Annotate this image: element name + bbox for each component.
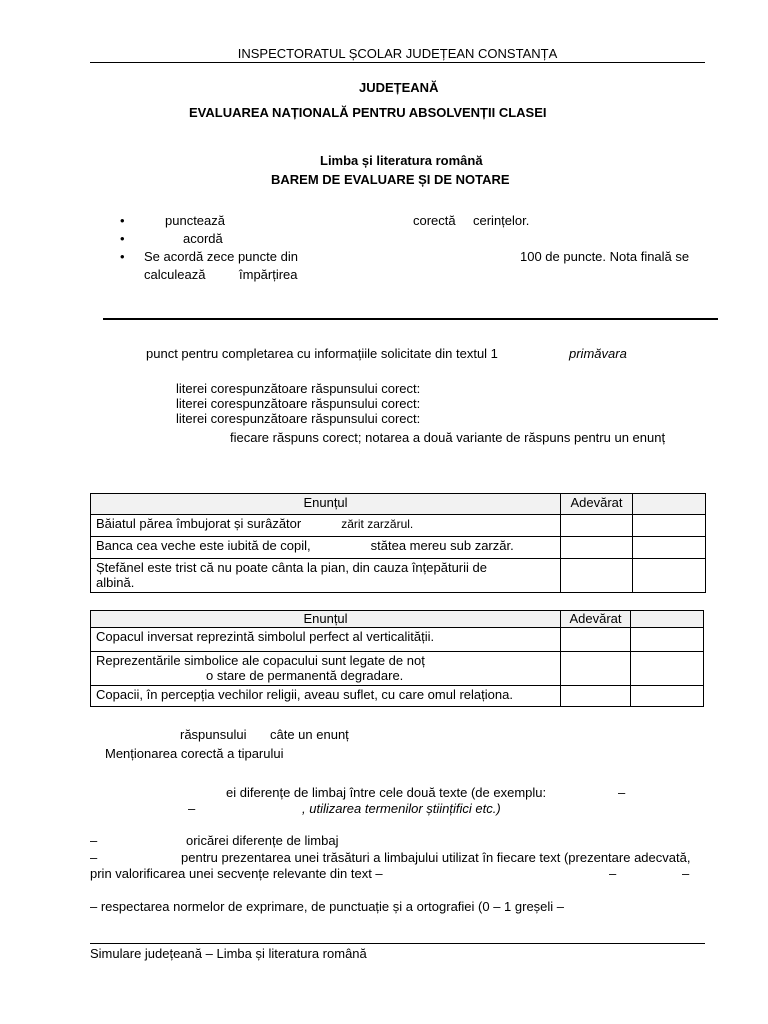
table-row xyxy=(91,559,706,593)
t1-r3-true-cell[interactable] xyxy=(561,559,633,593)
t1-r1-a: Băiatul părea îmbujorat și surâzător xyxy=(96,516,302,531)
s2-line-1-a: răspunsului xyxy=(180,727,247,742)
s2-line-3-a: ei diferențe de limbaj între cele două texte (de exemplu: xyxy=(226,785,547,800)
footer-divider xyxy=(90,943,705,944)
s2-line-4-a: – xyxy=(188,801,196,816)
s1-line-5: fiecare răspuns corect; notarea a două variante de răspuns pentru un enunț xyxy=(230,430,666,445)
s1-line-1-italic: primăvara xyxy=(569,346,627,361)
t1-r2-a: Banca cea veche este iubită de copil, xyxy=(96,538,311,553)
rule-1-a: punctează xyxy=(165,213,225,228)
s2-line-8: – respectarea normelor de exprimare, de punctuație și a ortografiei (0 – 1 greșeli – xyxy=(90,899,565,914)
rule-1-b: corectă xyxy=(413,213,456,228)
t1-r2-third-cell[interactable] xyxy=(633,537,706,559)
section-divider xyxy=(103,318,718,320)
table-row xyxy=(91,686,704,707)
s2-line-1-b: câte un enunț xyxy=(270,727,349,742)
table-2-header-statement: Enunțul xyxy=(91,611,561,628)
s2-line-4-b: , utilizarea termenilor științifici etc.) xyxy=(302,801,501,816)
bullet-icon: • xyxy=(120,231,125,246)
table-2-header-third xyxy=(631,611,704,628)
s1-line-1: punct pentru completarea cu informațiile solicitate din textul 1 xyxy=(146,346,498,361)
s2-line-2: Menționarea corectă a tiparului xyxy=(105,746,284,761)
table-row xyxy=(91,537,706,559)
bullet-icon: • xyxy=(120,213,125,228)
t2-r2-true-cell[interactable] xyxy=(561,652,631,686)
t1-r3-b: albină. xyxy=(96,575,135,590)
s2-line-6-b: pentru prezentarea unei trăsături a limbajului utilizat în fiecare text (prezentare adecvată, xyxy=(181,850,691,865)
s1-line-3: literei corespunzătoare răspunsului corect: xyxy=(176,396,421,411)
s2-line-7-c: – xyxy=(682,866,690,881)
subject-title: Limba și literatura română xyxy=(320,153,483,168)
rule-2-a: acordă xyxy=(183,231,223,246)
table-1-header-statement: Enunțul xyxy=(91,494,561,515)
t1-r1-third-cell[interactable] xyxy=(633,515,706,537)
barem-title: BAREM DE EVALUARE ȘI DE NOTARE xyxy=(271,172,510,187)
table-2-header-true: Adevărat xyxy=(561,611,631,628)
s2-line-5-a: – xyxy=(90,833,98,848)
s2-line-3-b: – xyxy=(618,785,626,800)
title-line-1: JUDEȚEANĂ xyxy=(359,80,439,95)
t1-r1-true-cell[interactable] xyxy=(561,515,633,537)
rule-3-a: Se acordă zece puncte din xyxy=(144,249,298,264)
t1-r2-true-cell[interactable] xyxy=(561,537,633,559)
t2-r1-a: Copacul inversat reprezintă simbolul perfect al verticalității. xyxy=(91,628,561,652)
t2-r2-a: Reprezentările simbolice ale copacului sunt legate de noț xyxy=(96,653,425,668)
s2-line-6-a: – xyxy=(90,850,98,865)
header-divider xyxy=(90,62,705,63)
footer-text: Simulare județeană – Limba și literatura română xyxy=(90,946,367,961)
t2-r1-third-cell[interactable] xyxy=(631,628,704,652)
t1-r1-b: zărit zarzărul. xyxy=(341,517,414,531)
s2-line-5-b: oricărei diferențe de limbaj xyxy=(186,833,339,848)
title-line-2: EVALUAREA NAȚIONALĂ PENTRU ABSOLVENȚII CLASEI xyxy=(189,105,547,120)
table-2 xyxy=(90,610,704,707)
rule-3-c: calculează xyxy=(144,267,206,282)
bullet-icon: • xyxy=(120,249,125,264)
rule-1-c: cerințelor. xyxy=(473,213,530,228)
t1-r3-a: Ștefănel este trist că nu poate cânta la pian, din cauza înțepăturii de xyxy=(96,560,487,575)
table-row xyxy=(91,628,704,652)
s2-line-7-b: – xyxy=(609,866,617,881)
s1-line-4: literei corespunzătoare răspunsului corect: xyxy=(176,411,421,426)
t2-r2-third-cell[interactable] xyxy=(631,652,704,686)
t2-r3-third-cell[interactable] xyxy=(631,686,704,707)
rule-3-d: împărțirea xyxy=(239,267,298,282)
table-1-header-third xyxy=(633,494,706,515)
s1-line-2: literei corespunzătoare răspunsului corect: xyxy=(176,381,421,396)
table-row xyxy=(91,515,706,537)
t1-r2-b: stătea mereu sub zarzăr. xyxy=(370,538,514,553)
t2-r1-true-cell[interactable] xyxy=(561,628,631,652)
table-1-header-true: Adevărat xyxy=(561,494,633,515)
t1-r3-third-cell[interactable] xyxy=(633,559,706,593)
table-1 xyxy=(90,493,706,593)
t2-r2-b: o stare de permanentă degradare. xyxy=(206,668,404,683)
t2-r3-a: Copacii, în percepția vechilor religii, aveau suflet, cu care omul relaționa. xyxy=(91,686,561,707)
s2-line-7-a: prin valorificarea unei secvențe relevante din text – xyxy=(90,866,383,881)
table-row xyxy=(91,652,704,686)
rule-3-b: 100 de puncte. Nota finală se xyxy=(520,249,690,264)
t2-r3-true-cell[interactable] xyxy=(561,686,631,707)
header-institution: INSPECTORATUL ȘCOLAR JUDEȚEAN CONSTANȚA xyxy=(237,46,558,61)
